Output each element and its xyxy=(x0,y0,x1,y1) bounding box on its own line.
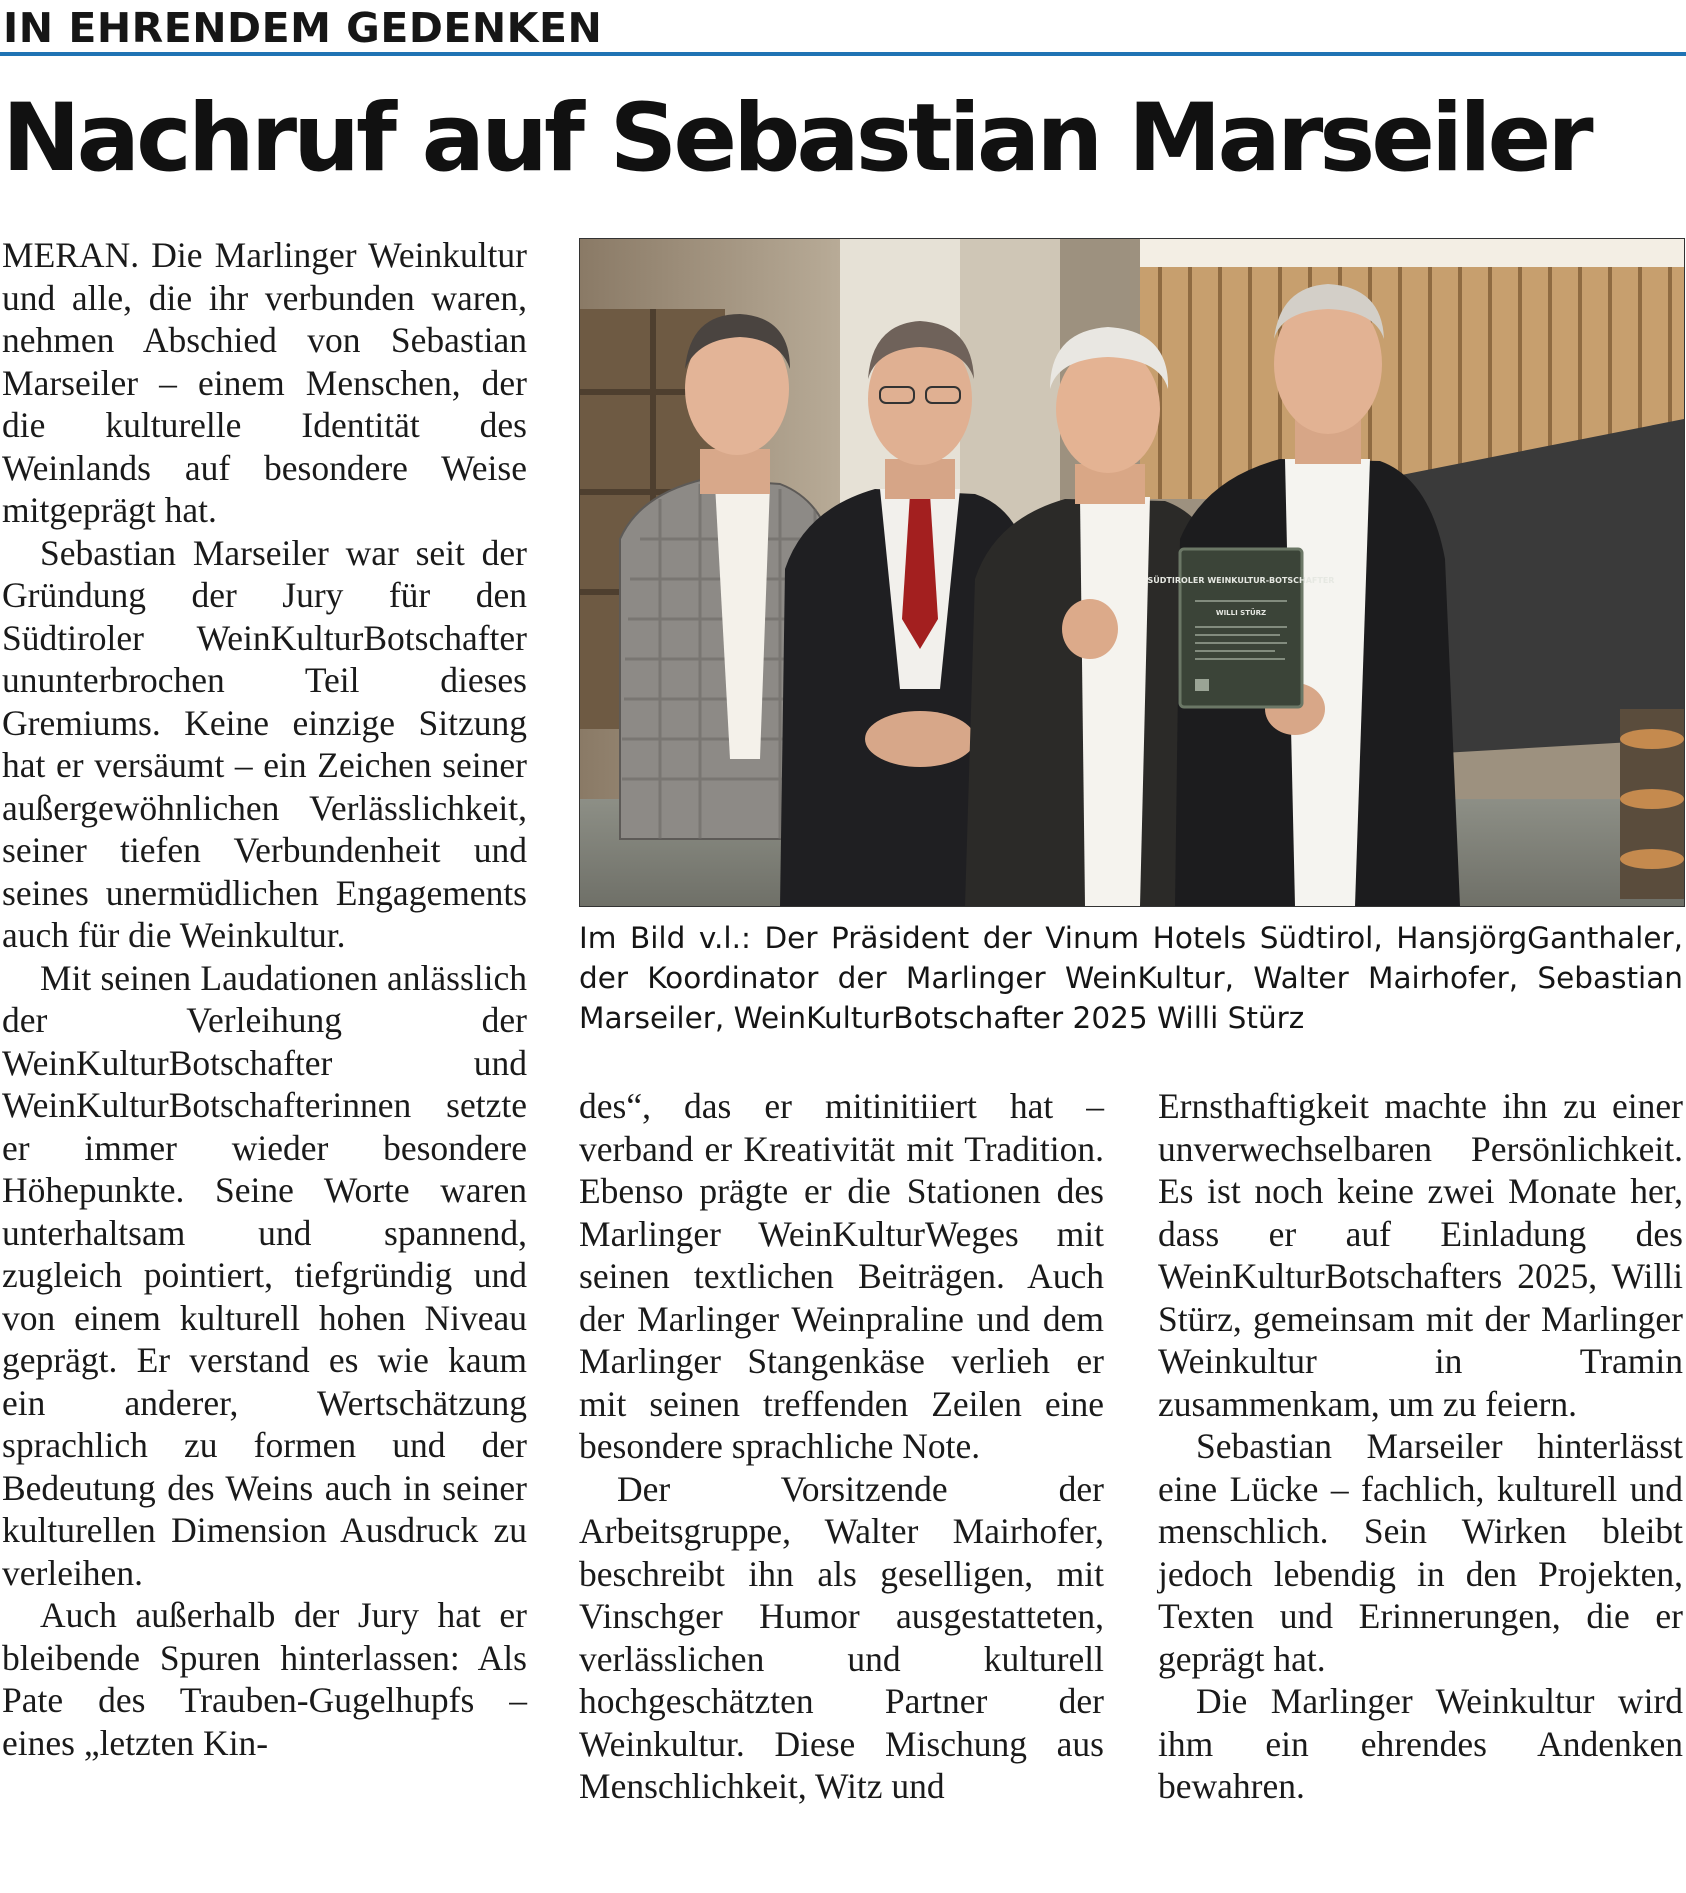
paragraph: Sebastian Marseiler war seit der Gründung der Jury für den Südtiroler WeinKulturBotschafter ununterbrochen Teil dieses Gremiums. Keine einzige Sitzung hat er versäumt – ein Zeichen seiner außergewöhnlichen Verlässlichkeit, seiner tiefen Verbundenheit und seines unermüdlichen Engagements auch für die Weinkultur. xyxy=(2,532,527,955)
article-column-3 xyxy=(1158,1085,1683,1808)
paragraph: MERAN. Die Marlinger Weinkultur und alle, die ihr verbunden waren, nehmen Abschied von Sebastian Marseiler – einem Menschen, der die kulturelle Identität des Weinlands auf besondere Weise mitgeprägt hat. xyxy=(2,235,527,530)
svg-text:SÜDTIROLER WEINKULTUR-BOTSCHAF xyxy=(1148,575,1335,585)
kicker-rule xyxy=(0,52,1686,56)
award-title: SÜDTIROLER WEINKULTUR-BOTSCHAFTER xyxy=(1147,576,1335,585)
article-photo xyxy=(579,238,1685,907)
paragraph: Ernsthaftigkeit machte ihn zu einer unverwechselbaren Persönlichkeit. Es ist noch keine zwei Monate her, dass er auf Einladung des WeinKulturBotschafters 2025, Willi Stürz, gemeinsam mit der Marlinger Weinkultur in Tramin zusammenkam, um zu feiern. xyxy=(1158,1086,1683,1424)
photo-illustration xyxy=(580,239,1684,906)
photo-caption: Im Bild v.l.: Der Präsident der Vinum Hotels Südtirol, HansjörgGanthaler, der Koordinator der Marlinger WeinKultur, Walter Mairhofer, Sebastian Marseiler, WeinKulturBotschafter 2025 Willi Stürz xyxy=(579,921,1683,1035)
paragraph: Mit seinen Laudationen anlässlich der Verleihung der WeinKulturBotschafter und WeinKulturBotschafterinnen setzte er immer wieder besondere Höhepunkte. Seine Worte waren unterhaltsam und spannend, zugleich pointiert, tiefgründig und von einem kulturell hohen Niveau geprägt. Er verstand es wie kaum ein anderer, Wertschätzung sprachlich zu formen und der Bedeutung des Weins auch in seiner kulturellen Dimension Ausdruck zu verleihen. xyxy=(2,957,527,1593)
pastry-stand-icon xyxy=(1620,709,1684,899)
article-headline: Nachruf auf Sebastian Marseiler xyxy=(2,84,1590,193)
paragraph: Der Vorsitzende der Arbeitsgruppe, Walter Mairhofer, beschreibt ihn als geselligen, mit Vinschger Humor ausgestatteten, verlässlichen und kulturell hochgeschätzten Partner der Weinkultur. Diese Mischung aus Menschlichkeit, Witz und xyxy=(579,1468,1104,1806)
paragraph: Die Marlinger Weinkultur wird ihm ein ehrendes Andenken bewahren. xyxy=(1158,1681,1683,1806)
paragraph: Auch außerhalb der Jury hat er bleibende Spuren hinterlassen: Als Pate des Trauben-Gugelhupfs – eines „letzten Kin- xyxy=(2,1595,527,1763)
section-kicker: IN EHRENDEM GEDENKEN xyxy=(3,4,603,52)
award-recipient: WILLI STÜRZ xyxy=(1215,609,1267,617)
article-column-1 xyxy=(2,234,527,1764)
article-column-2 xyxy=(579,1085,1104,1808)
paragraph: des“, das er mitinitiiert hat – verband er Kreativität mit Tradition. Ebenso prägte er die Stationen des Marlinger WeinKulturWeges mit seinen textlichen Beiträgen. Auch der Marlinger Weinpraline und dem Marlinger Stangenkäse verlieh er mit seinen treffenden Zeilen eine besondere sprachliche Note. xyxy=(579,1086,1104,1466)
paragraph: Sebastian Marseiler hinterlässt eine Lücke – fachlich, kulturell und menschlich. Sein Wirken bleibt jedoch lebendig in den Projekten, Texten und Erinnerungen, die er geprägt hat. xyxy=(1158,1426,1683,1679)
